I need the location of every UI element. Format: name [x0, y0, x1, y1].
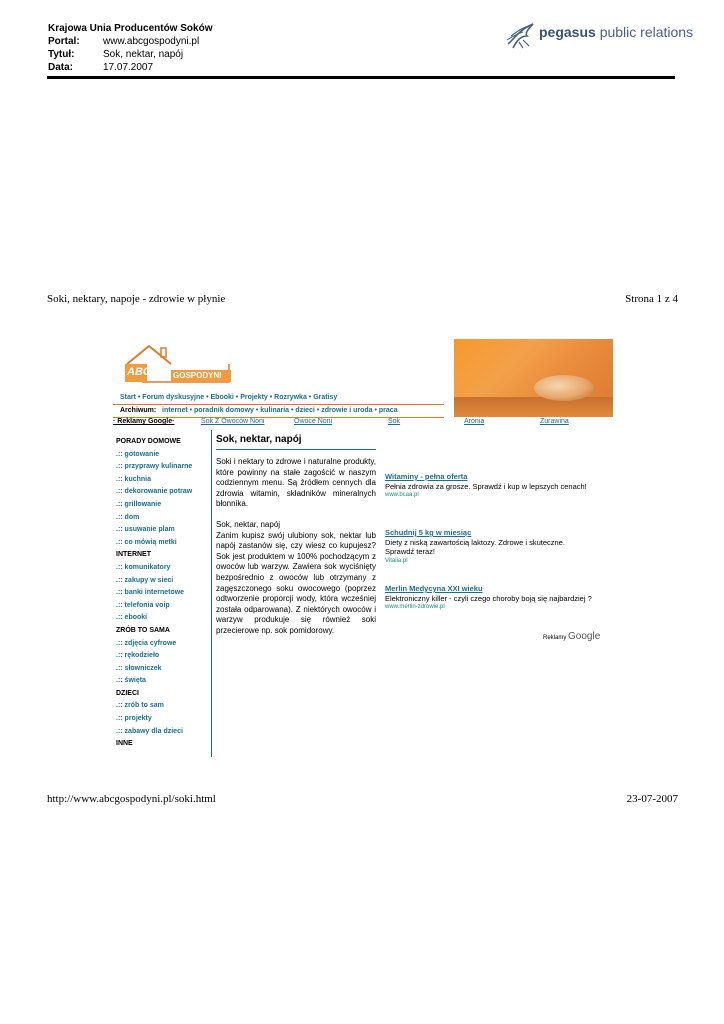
- google-ads-bar: [113, 418, 615, 430]
- logo-gospodyni-text: GOSPODYNI: [173, 371, 222, 380]
- sidebar-item[interactable]: .:: święta: [116, 677, 146, 685]
- page-date: 23-07-2007: [626, 793, 678, 805]
- article: [216, 433, 376, 647]
- sidebar-item[interactable]: .:: rękodzieło: [116, 652, 160, 660]
- sidebar-item[interactable]: .:: zrób to sam: [116, 702, 164, 710]
- ad-url[interactable]: Vitalia.pl: [385, 557, 408, 564]
- ad-text: Diety z niską zawartością laktozy. Zdrowe i skuteczne. Sprawdź teraz!: [385, 537, 565, 556]
- header-org: [48, 22, 212, 35]
- sidebar-item[interactable]: .:: zdjęcia cyfrowe: [116, 639, 177, 647]
- header-title-row: [48, 48, 183, 61]
- ads-link-aronia[interactable]: Aronia: [464, 418, 485, 425]
- sidebar-item[interactable]: .:: przyprawy kulinarne: [116, 463, 193, 471]
- reklamy-google-label[interactable]: [543, 631, 600, 642]
- nav-gratisy[interactable]: Gratisy: [313, 394, 338, 401]
- sidebar-divider: [211, 430, 212, 757]
- ad-title[interactable]: Schudnij 5 kg w miesiąc: [385, 528, 472, 537]
- header-date-row: [48, 61, 153, 74]
- sidebar-item[interactable]: .:: grillowanie: [116, 500, 162, 508]
- sidebar-section-heading: INTERNET: [116, 551, 151, 559]
- sidebar-item[interactable]: .:: telefonia voip: [116, 601, 170, 609]
- sidebar-item[interactable]: .:: usuwanie plam: [116, 526, 175, 534]
- logo-abc-text: ABC: [127, 366, 151, 378]
- header-org-name: Krajowa Unia Producentów Soków: [48, 23, 213, 34]
- sidebar-item[interactable]: .:: dekorowanie potraw: [116, 488, 193, 496]
- nav-rozrywka[interactable]: Rozrywka: [274, 394, 307, 401]
- archive-nav: Archiwum: internet • poradnik domowy • kulinaria • dzieci • zdrowie i uroda • praca: [120, 407, 398, 414]
- archive-praca[interactable]: praca: [378, 407, 398, 414]
- article-title-rule: [216, 449, 376, 450]
- header-portal-row: [48, 35, 199, 48]
- pegasus-logo: [505, 18, 694, 52]
- ads-link-sok[interactable]: Sok: [388, 418, 401, 425]
- header-title-value: Sok, nektar, napój: [103, 49, 184, 60]
- sidebar-item[interactable]: .:: słowniczek: [116, 664, 162, 672]
- google-wordmark: Google: [568, 631, 601, 642]
- computer-mouse-image: [534, 375, 594, 401]
- ad-title[interactable]: Merlin Medycyna XXI wieku: [385, 584, 483, 593]
- ad-item: [385, 528, 595, 566]
- sidebar-item[interactable]: .:: gotowanie: [116, 450, 160, 458]
- banner-image: [454, 339, 613, 417]
- sidebar-item[interactable]: .:: projekty: [116, 715, 152, 723]
- archive-internet[interactable]: internet: [162, 407, 188, 414]
- archive-poradnik[interactable]: poradnik domowy: [194, 407, 254, 414]
- sidebar-item[interactable]: .:: zakupy w sieci: [116, 576, 174, 584]
- header-title-label: Tytuł:: [48, 49, 75, 60]
- article-title: Sok, nektar, napój: [216, 434, 302, 445]
- reklamy-text: Reklamy: [543, 635, 567, 641]
- ad-item: [385, 584, 595, 613]
- ad-text: Pełnia zdrowia za grosze. Sprawdź i kup w lepszych cenach!: [385, 481, 587, 491]
- ad-url[interactable]: www.bcaa.pl: [385, 492, 419, 498]
- sidebar-item[interactable]: .:: zabawy dla dzieci: [116, 727, 183, 735]
- sidebar: [113, 436, 211, 751]
- sidebar-section-heading: ZRÓB TO SAMA: [116, 626, 170, 634]
- page-number: Strona 1 z 4: [625, 293, 678, 305]
- sidebar-section-heading: DZIECI: [116, 689, 139, 697]
- archive-dzieci[interactable]: dzieci: [295, 407, 315, 414]
- header-rule: [47, 76, 675, 79]
- ad-url[interactable]: www.merlin-zdrowie.pl: [385, 604, 445, 610]
- sidebar-item[interactable]: .:: dom: [116, 513, 140, 521]
- ads-link-zurawina[interactable]: Żurawina: [540, 418, 569, 425]
- pegasus-wordmark: pegasus public relations: [539, 24, 694, 40]
- nav-start[interactable]: Start: [120, 394, 136, 401]
- nav-projekty[interactable]: Projekty: [240, 394, 268, 401]
- nav-forum[interactable]: Forum dyskusyjne: [142, 394, 205, 401]
- sidebar-item[interactable]: .:: banki internetowe: [116, 589, 185, 597]
- top-nav: Start • Forum dyskusyjne • Ebooki • Projekty • Rozrywka • Gratisy: [120, 394, 338, 401]
- sidebar-section-heading: PORADY DOMOWE: [116, 438, 181, 445]
- header-date-label: Data:: [48, 62, 74, 73]
- pegasus-horse-icon: [505, 20, 537, 50]
- header-portal-label: Portal:: [48, 36, 80, 47]
- abc-gospodyni-logo[interactable]: [113, 338, 253, 393]
- article-body: Sok, nektar, napój Zanim kupisz swój ulubiony sok, nektar lub napój zastanów się, czy wiesz co kupujesz? Sok jest produktem w 100% pochodzącym z owoców lub warzyw. Zawiera sok wyciśnięty bezpośrednio z owoców lub otrzymany z zagęszczonego soku owocowego (poprzez odtworzenie proporcji wody, która wcześniej została odparowana). Z niektórych owoców i warzyw produkuje się również soki przecierowe np. sok pomidorowy.: [216, 519, 376, 635]
- banner-desk: [454, 397, 613, 417]
- header-date-value: 17.07.2007: [103, 62, 154, 73]
- sidebar-item[interactable]: .:: kuchnia: [116, 475, 152, 483]
- sidebar-item[interactable]: .:: komunikatory: [116, 563, 171, 571]
- sidebar-section-heading: INNE: [116, 740, 133, 748]
- sidebar-item[interactable]: .:: ebooki: [116, 614, 148, 622]
- nav-ebooki[interactable]: Ebooki: [210, 394, 234, 401]
- ad-title[interactable]: Witaminy - pełna oferta: [385, 472, 468, 481]
- ad-text: Elektroniczny killer - czyli czego choroby boją się najbardziej ?: [385, 593, 592, 603]
- article-intro: Soki i nektary to zdrowe i naturalne produkty, które powinny na stałe zagościć w naszym codziennym menu. Są źródłem cennych dla zdrowia witamin, składników mineralnych błonnika.: [216, 457, 376, 509]
- header-portal-value: www.abcgospodyni.pl: [103, 36, 200, 47]
- archive-label: Archiwum:: [120, 407, 157, 414]
- nav-divider: [113, 404, 444, 405]
- page-url: http://www.abcgospodyni.pl/soki.html: [47, 793, 216, 805]
- sidebar-item[interactable]: .:: co mówią metki: [116, 538, 177, 546]
- archive-zdrowie[interactable]: zdrowie i uroda: [321, 407, 373, 414]
- ad-item: [385, 472, 595, 501]
- ads-link-sok-noni[interactable]: Sok Z Owoców Noni: [201, 418, 265, 425]
- ads-bar-label[interactable]: · Reklamy Google·: [113, 418, 175, 425]
- ads-link-owoce-noni[interactable]: Owoce Noni: [294, 418, 333, 425]
- page-title: Soki, nektary, napoje - zdrowie w płynie: [47, 293, 226, 305]
- archive-kulinaria[interactable]: kulinaria: [260, 407, 290, 414]
